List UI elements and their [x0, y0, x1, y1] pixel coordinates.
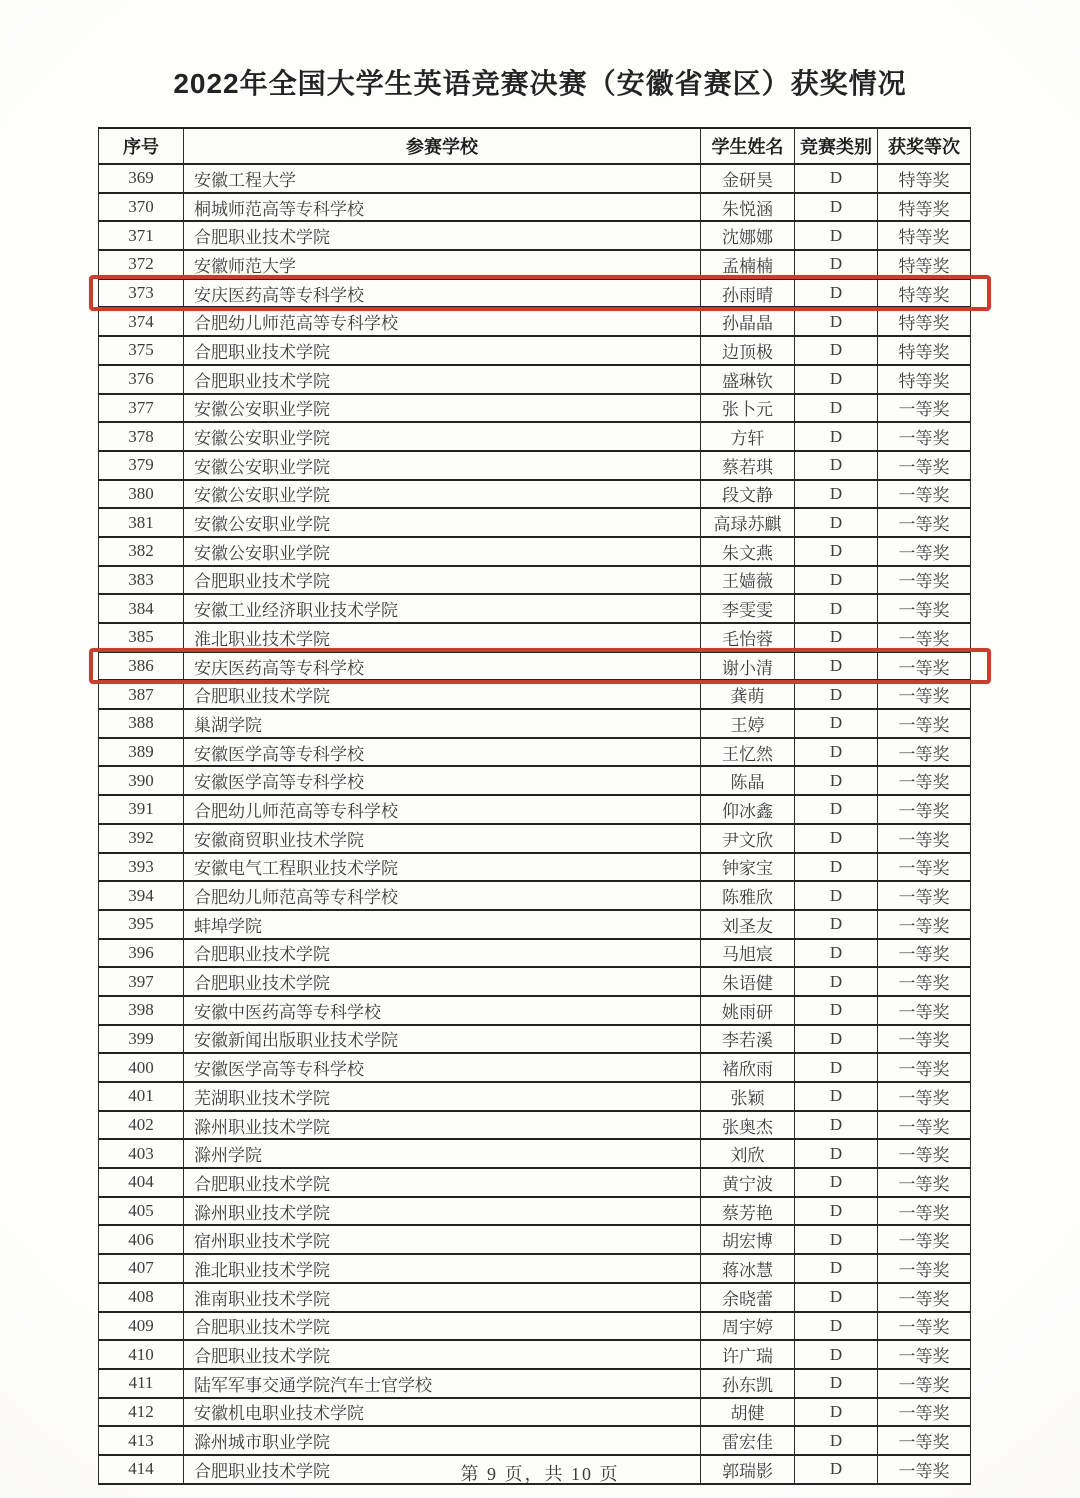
- table-row: [99, 594, 971, 623]
- table-row: [99, 939, 971, 968]
- cell-award-level: 一等奖: [878, 824, 971, 853]
- cell-student-name: 尹文欣: [701, 824, 795, 853]
- cell-student-name: 刘欣: [701, 1139, 795, 1168]
- cell-competition-category: D: [795, 623, 878, 652]
- table-row: [99, 1369, 971, 1398]
- cell-serial-number: 376: [99, 365, 184, 394]
- cell-award-level: 特等奖: [878, 250, 971, 279]
- table-row: [99, 1426, 971, 1455]
- cell-student-name: 高琭苏麒: [701, 508, 795, 537]
- cell-student-name: 陈晶: [701, 766, 795, 795]
- cell-competition-category: D: [795, 1312, 878, 1341]
- cell-school: 合肥职业技术学院: [184, 680, 701, 709]
- table-row: [99, 537, 971, 566]
- cell-student-name: 姚雨研: [701, 996, 795, 1025]
- cell-student-name: 金研昊: [701, 164, 795, 193]
- cell-school: 滁州职业技术学院: [184, 1197, 701, 1226]
- table-row: [99, 652, 971, 681]
- cell-award-level: 特等奖: [878, 279, 971, 308]
- cell-serial-number: 374: [99, 307, 184, 336]
- cell-student-name: 龚萌: [701, 680, 795, 709]
- table-row: [99, 394, 971, 423]
- cell-school: 合肥职业技术学院: [184, 1312, 701, 1341]
- cell-serial-number: 405: [99, 1197, 184, 1226]
- cell-competition-category: D: [795, 881, 878, 910]
- cell-student-name: 张颖: [701, 1082, 795, 1111]
- cell-competition-category: D: [795, 566, 878, 595]
- cell-competition-category: D: [795, 1398, 878, 1427]
- cell-competition-category: D: [795, 910, 878, 939]
- cell-serial-number: 412: [99, 1398, 184, 1427]
- cell-serial-number: 385: [99, 623, 184, 652]
- cell-student-name: 周宇婷: [701, 1312, 795, 1341]
- cell-competition-category: D: [795, 594, 878, 623]
- table-row: [99, 193, 971, 222]
- cell-student-name: 黄宁波: [701, 1168, 795, 1197]
- cell-competition-category: D: [795, 709, 878, 738]
- cell-serial-number: 408: [99, 1283, 184, 1312]
- table-row: [99, 738, 971, 767]
- cell-competition-category: D: [795, 795, 878, 824]
- cell-competition-category: D: [795, 480, 878, 509]
- cell-award-level: 一等奖: [878, 1111, 971, 1140]
- cell-award-level: 一等奖: [878, 1197, 971, 1226]
- cell-serial-number: 370: [99, 193, 184, 222]
- table-row: [99, 1254, 971, 1283]
- cell-serial-number: 413: [99, 1426, 184, 1455]
- table-row: [99, 1168, 971, 1197]
- cell-serial-number: 394: [99, 881, 184, 910]
- cell-award-level: 一等奖: [878, 967, 971, 996]
- cell-serial-number: 399: [99, 1025, 184, 1054]
- cell-student-name: 李若溪: [701, 1025, 795, 1054]
- cell-student-name: 孙晶晶: [701, 307, 795, 336]
- cell-school: 滁州学院: [184, 1139, 701, 1168]
- cell-student-name: 张卜元: [701, 394, 795, 423]
- cell-serial-number: 401: [99, 1082, 184, 1111]
- table-row: [99, 1111, 971, 1140]
- page-number-footer: 第 9 页，共 10 页: [460, 1464, 620, 1484]
- cell-serial-number: 377: [99, 394, 184, 423]
- table-row: [99, 881, 971, 910]
- cell-school: 安徽工业经济职业技术学院: [184, 594, 701, 623]
- cell-serial-number: 380: [99, 480, 184, 509]
- cell-serial-number: 387: [99, 680, 184, 709]
- cell-student-name: 方轩: [701, 422, 795, 451]
- cell-serial-number: 384: [99, 594, 184, 623]
- cell-serial-number: 400: [99, 1053, 184, 1082]
- cell-award-level: 一等奖: [878, 623, 971, 652]
- cell-student-name: 褚欣雨: [701, 1053, 795, 1082]
- cell-award-level: 特等奖: [878, 164, 971, 193]
- cell-school: 宿州职业技术学院: [184, 1225, 701, 1254]
- cell-competition-category: D: [795, 508, 878, 537]
- cell-student-name: 刘圣友: [701, 910, 795, 939]
- cell-award-level: 一等奖: [878, 853, 971, 882]
- cell-award-level: 特等奖: [878, 221, 971, 250]
- cell-competition-category: D: [795, 1254, 878, 1283]
- cell-award-level: 一等奖: [878, 1168, 971, 1197]
- cell-serial-number: 382: [99, 537, 184, 566]
- cell-student-name: 蔡若琪: [701, 451, 795, 480]
- cell-serial-number: 390: [99, 766, 184, 795]
- cell-competition-category: D: [795, 996, 878, 1025]
- cell-school: 安徽医学高等专科学校: [184, 1053, 701, 1082]
- cell-school: 安徽医学高等专科学校: [184, 738, 701, 767]
- cell-award-level: 一等奖: [878, 652, 971, 681]
- table-row: [99, 164, 971, 193]
- cell-student-name: 胡健: [701, 1398, 795, 1427]
- cell-serial-number: 391: [99, 795, 184, 824]
- cell-school: 安徽商贸职业技术学院: [184, 824, 701, 853]
- cell-award-level: 一等奖: [878, 1053, 971, 1082]
- cell-award-level: 一等奖: [878, 422, 971, 451]
- cell-student-name: 蒋冰慧: [701, 1254, 795, 1283]
- cell-serial-number: 411: [99, 1369, 184, 1398]
- cell-serial-number: 375: [99, 336, 184, 365]
- table-row: [99, 566, 971, 595]
- cell-student-name: 盛琳钦: [701, 365, 795, 394]
- cell-serial-number: 402: [99, 1111, 184, 1140]
- awards-table: [98, 127, 971, 1485]
- cell-serial-number: 369: [99, 164, 184, 193]
- cell-competition-category: D: [795, 1369, 878, 1398]
- cell-competition-category: D: [795, 738, 878, 767]
- cell-competition-category: D: [795, 1082, 878, 1111]
- cell-serial-number: 404: [99, 1168, 184, 1197]
- cell-student-name: 谢小清: [701, 652, 795, 681]
- table-row: [99, 824, 971, 853]
- cell-competition-category: D: [795, 365, 878, 394]
- cell-school: 合肥职业技术学院: [184, 336, 701, 365]
- cell-award-level: 一等奖: [878, 1025, 971, 1054]
- cell-serial-number: 398: [99, 996, 184, 1025]
- cell-award-level: 一等奖: [878, 480, 971, 509]
- table-row: [99, 1283, 971, 1312]
- cell-student-name: 许广瑞: [701, 1340, 795, 1369]
- cell-student-name: 孟楠楠: [701, 250, 795, 279]
- cell-competition-category: D: [795, 1455, 878, 1484]
- cell-award-level: 一等奖: [878, 939, 971, 968]
- cell-award-level: 特等奖: [878, 307, 971, 336]
- cell-serial-number: 373: [99, 279, 184, 308]
- cell-serial-number: 389: [99, 738, 184, 767]
- cell-award-level: 一等奖: [878, 881, 971, 910]
- cell-school: 桐城师范高等专科学校: [184, 193, 701, 222]
- cell-school: 合肥幼儿师范高等专科学校: [184, 795, 701, 824]
- cell-school: 安徽师范大学: [184, 250, 701, 279]
- cell-award-level: 特等奖: [878, 336, 971, 365]
- cell-competition-category: D: [795, 279, 878, 308]
- cell-competition-category: D: [795, 451, 878, 480]
- cell-school: 淮北职业技术学院: [184, 1254, 701, 1283]
- cell-school: 安徽公安职业学院: [184, 508, 701, 537]
- cell-competition-category: D: [795, 967, 878, 996]
- table-row: [99, 1139, 971, 1168]
- cell-school: 安徽公安职业学院: [184, 480, 701, 509]
- cell-student-name: 胡宏博: [701, 1225, 795, 1254]
- cell-competition-category: D: [795, 1283, 878, 1312]
- cell-award-level: 一等奖: [878, 566, 971, 595]
- cell-award-level: 一等奖: [878, 766, 971, 795]
- cell-award-level: 一等奖: [878, 1312, 971, 1341]
- table-header-row: [99, 128, 971, 164]
- cell-award-level: 一等奖: [878, 1369, 971, 1398]
- cell-serial-number: 388: [99, 709, 184, 738]
- cell-student-name: 蔡芳艳: [701, 1197, 795, 1226]
- cell-competition-category: D: [795, 939, 878, 968]
- cell-award-level: 一等奖: [878, 1426, 971, 1455]
- cell-competition-category: D: [795, 193, 878, 222]
- cell-school: 蚌埠学院: [184, 910, 701, 939]
- cell-student-name: 朱悦涵: [701, 193, 795, 222]
- cell-school: 淮北职业技术学院: [184, 623, 701, 652]
- table-row: [99, 853, 971, 882]
- cell-school: 巢湖学院: [184, 709, 701, 738]
- cell-competition-category: D: [795, 1139, 878, 1168]
- cell-school: 合肥职业技术学院: [184, 939, 701, 968]
- cell-competition-category: D: [795, 1053, 878, 1082]
- header-award-level: 获奖等次: [878, 128, 971, 164]
- table-row: [99, 967, 971, 996]
- cell-school: 滁州职业技术学院: [184, 1111, 701, 1140]
- cell-school: 滁州城市职业学院: [184, 1426, 701, 1455]
- cell-award-level: 一等奖: [878, 680, 971, 709]
- table-row: [99, 680, 971, 709]
- cell-school: 陆军军事交通学院汽车士官学校: [184, 1369, 701, 1398]
- cell-competition-category: D: [795, 336, 878, 365]
- cell-school: 安徽公安职业学院: [184, 422, 701, 451]
- cell-competition-category: D: [795, 766, 878, 795]
- cell-school: 安徽电气工程职业技术学院: [184, 853, 701, 882]
- table-row: [99, 766, 971, 795]
- cell-school: 安徽公安职业学院: [184, 537, 701, 566]
- table-row: [99, 336, 971, 365]
- cell-award-level: 一等奖: [878, 738, 971, 767]
- cell-award-level: 一等奖: [878, 1139, 971, 1168]
- cell-award-level: 一等奖: [878, 537, 971, 566]
- cell-student-name: 陈雅欣: [701, 881, 795, 910]
- cell-school: 合肥职业技术学院: [184, 967, 701, 996]
- cell-competition-category: D: [795, 1168, 878, 1197]
- cell-award-level: 一等奖: [878, 1455, 971, 1484]
- cell-serial-number: 409: [99, 1312, 184, 1341]
- table-row: [99, 1312, 971, 1341]
- table-row: [99, 795, 971, 824]
- cell-competition-category: D: [795, 537, 878, 566]
- cell-award-level: 一等奖: [878, 451, 971, 480]
- cell-competition-category: D: [795, 394, 878, 423]
- table-row: [99, 709, 971, 738]
- cell-serial-number: 372: [99, 250, 184, 279]
- table-row: [99, 365, 971, 394]
- cell-competition-category: D: [795, 680, 878, 709]
- cell-award-level: 一等奖: [878, 594, 971, 623]
- table-row: [99, 1082, 971, 1111]
- cell-serial-number: 397: [99, 967, 184, 996]
- cell-student-name: 雷宏佳: [701, 1426, 795, 1455]
- cell-student-name: 余晓蕾: [701, 1283, 795, 1312]
- cell-student-name: 李雯雯: [701, 594, 795, 623]
- cell-student-name: 王婷: [701, 709, 795, 738]
- cell-school: 合肥幼儿师范高等专科学校: [184, 307, 701, 336]
- cell-school: 安徽新闻出版职业技术学院: [184, 1025, 701, 1054]
- cell-school: 合肥职业技术学院: [184, 1455, 701, 1484]
- cell-school: 合肥职业技术学院: [184, 1340, 701, 1369]
- cell-school: 安徽医学高等专科学校: [184, 766, 701, 795]
- cell-school: 安庆医药高等专科学校: [184, 279, 701, 308]
- cell-student-name: 孙雨晴: [701, 279, 795, 308]
- cell-school: 淮南职业技术学院: [184, 1283, 701, 1312]
- table-row: [99, 480, 971, 509]
- cell-award-level: 一等奖: [878, 910, 971, 939]
- cell-award-level: 一等奖: [878, 795, 971, 824]
- cell-school: 安徽中医药高等专科学校: [184, 996, 701, 1025]
- cell-award-level: 一等奖: [878, 709, 971, 738]
- table-row: [99, 1053, 971, 1082]
- cell-competition-category: D: [795, 422, 878, 451]
- header-student-name: 学生姓名: [701, 128, 795, 164]
- cell-school: 合肥职业技术学院: [184, 365, 701, 394]
- cell-student-name: 朱语健: [701, 967, 795, 996]
- cell-serial-number: 410: [99, 1340, 184, 1369]
- table-row: [99, 1025, 971, 1054]
- cell-student-name: 马旭宸: [701, 939, 795, 968]
- cell-award-level: 一等奖: [878, 996, 971, 1025]
- table-row: [99, 910, 971, 939]
- cell-competition-category: D: [795, 824, 878, 853]
- table-row: [99, 1398, 971, 1427]
- cell-competition-category: D: [795, 853, 878, 882]
- cell-school: 合肥职业技术学院: [184, 566, 701, 595]
- cell-competition-category: D: [795, 164, 878, 193]
- cell-serial-number: 371: [99, 221, 184, 250]
- cell-competition-category: D: [795, 1426, 878, 1455]
- table-row: [99, 1340, 971, 1369]
- table-row: [99, 279, 971, 308]
- cell-competition-category: D: [795, 1225, 878, 1254]
- header-school: 参赛学校: [184, 128, 701, 164]
- cell-serial-number: 392: [99, 824, 184, 853]
- cell-student-name: 朱文燕: [701, 537, 795, 566]
- cell-serial-number: 393: [99, 853, 184, 882]
- cell-student-name: 钟家宝: [701, 853, 795, 882]
- cell-award-level: 特等奖: [878, 193, 971, 222]
- cell-competition-category: D: [795, 1025, 878, 1054]
- table-row: [99, 508, 971, 537]
- table-row: [99, 1197, 971, 1226]
- cell-competition-category: D: [795, 1197, 878, 1226]
- cell-serial-number: 406: [99, 1225, 184, 1254]
- cell-award-level: 一等奖: [878, 1082, 971, 1111]
- cell-award-level: 一等奖: [878, 1340, 971, 1369]
- cell-student-name: 毛怡蓉: [701, 623, 795, 652]
- cell-serial-number: 396: [99, 939, 184, 968]
- header-competition-category: 竞赛类别: [795, 128, 878, 164]
- cell-student-name: 王嫱薇: [701, 566, 795, 595]
- cell-award-level: 一等奖: [878, 394, 971, 423]
- cell-school: 安徽公安职业学院: [184, 451, 701, 480]
- cell-award-level: 一等奖: [878, 508, 971, 537]
- cell-award-level: 特等奖: [878, 365, 971, 394]
- cell-student-name: 沈娜娜: [701, 221, 795, 250]
- cell-award-level: 一等奖: [878, 1225, 971, 1254]
- page-title: 2022年全国大学生英语竞赛决赛（安徽省赛区）获奖情况: [173, 68, 907, 99]
- cell-competition-category: D: [795, 1111, 878, 1140]
- cell-competition-category: D: [795, 250, 878, 279]
- cell-student-name: 王忆然: [701, 738, 795, 767]
- cell-serial-number: 395: [99, 910, 184, 939]
- cell-serial-number: 414: [99, 1455, 184, 1484]
- cell-school: 芜湖职业技术学院: [184, 1082, 701, 1111]
- cell-school: 安庆医药高等专科学校: [184, 652, 701, 681]
- cell-award-level: 一等奖: [878, 1283, 971, 1312]
- cell-serial-number: 386: [99, 652, 184, 681]
- cell-school: 安徽公安职业学院: [184, 394, 701, 423]
- cell-student-name: 段文静: [701, 480, 795, 509]
- cell-school: 安徽机电职业技术学院: [184, 1398, 701, 1427]
- table-row: [99, 221, 971, 250]
- cell-school: 合肥职业技术学院: [184, 1168, 701, 1197]
- table-row: [99, 307, 971, 336]
- cell-competition-category: D: [795, 1340, 878, 1369]
- cell-serial-number: 403: [99, 1139, 184, 1168]
- cell-serial-number: 407: [99, 1254, 184, 1283]
- table-row: [99, 1225, 971, 1254]
- cell-serial-number: 378: [99, 422, 184, 451]
- cell-school: 合肥职业技术学院: [184, 221, 701, 250]
- table-row: [99, 451, 971, 480]
- cell-school: 合肥幼儿师范高等专科学校: [184, 881, 701, 910]
- header-serial-number: 序号: [99, 128, 184, 164]
- cell-student-name: 孙东凯: [701, 1369, 795, 1398]
- cell-serial-number: 383: [99, 566, 184, 595]
- cell-student-name: 郭瑞影: [701, 1455, 795, 1484]
- cell-student-name: 仰冰鑫: [701, 795, 795, 824]
- cell-serial-number: 381: [99, 508, 184, 537]
- table-row: [99, 996, 971, 1025]
- cell-competition-category: D: [795, 307, 878, 336]
- table-row: [99, 422, 971, 451]
- cell-award-level: 一等奖: [878, 1254, 971, 1283]
- cell-award-level: 一等奖: [878, 1398, 971, 1427]
- table-row: [99, 623, 971, 652]
- cell-student-name: 边顶极: [701, 336, 795, 365]
- cell-competition-category: D: [795, 221, 878, 250]
- cell-competition-category: D: [795, 652, 878, 681]
- table-row: [99, 250, 971, 279]
- cell-serial-number: 379: [99, 451, 184, 480]
- cell-school: 安徽工程大学: [184, 164, 701, 193]
- cell-student-name: 张奥杰: [701, 1111, 795, 1140]
